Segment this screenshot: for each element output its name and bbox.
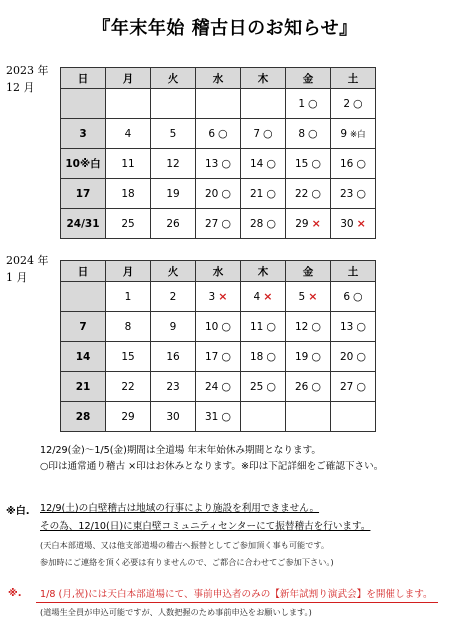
day-cell xyxy=(196,209,241,239)
day-cell xyxy=(241,209,286,239)
practice-mark: ○ xyxy=(311,320,321,333)
shiro-note-line1: 12/9(土)の白壁稽古は地域の行事により施設を利用できません。 xyxy=(40,503,320,514)
day-number: 25 xyxy=(250,381,264,393)
day-number: 6 xyxy=(343,291,351,303)
day-cell xyxy=(241,149,286,179)
day-cell xyxy=(196,119,241,149)
practice-mark: ○ xyxy=(356,350,366,363)
day-cell xyxy=(151,149,196,179)
week-row xyxy=(61,402,376,432)
day-number: 21 xyxy=(250,188,264,200)
shiro-note-line2: その為、12/10(日)に東白壁コミュニティセンターにて振替稽古を行います。 xyxy=(40,521,371,532)
weekday-header: 金 xyxy=(286,68,331,89)
calendar-1-month: 12 月 xyxy=(6,81,35,94)
event-note-line1: 1/8 (月,祝)には天白本部道場にて、事前申込者のみの【新年試割り演武会】を開催します。 xyxy=(40,589,433,600)
weekday-header-row xyxy=(61,261,376,282)
practice-mark: ○ xyxy=(311,187,321,200)
day-number: 7 xyxy=(253,128,261,140)
day-number: 17 xyxy=(205,351,219,363)
day-number: 29 xyxy=(121,410,135,423)
calendar-1-label xyxy=(6,62,49,96)
day-number: 1 xyxy=(298,98,306,110)
weekday-header: 月 xyxy=(106,68,151,89)
day-number: 19 xyxy=(295,351,309,363)
day-cell xyxy=(286,402,331,432)
day-cell xyxy=(151,179,196,209)
day-cell xyxy=(331,312,376,342)
event-note-line2: (道場生全員が申込可能ですが、人数把握のため事前申込をお願いします。) xyxy=(40,607,312,617)
day-cell xyxy=(196,282,241,312)
weekday-header: 日 xyxy=(61,261,106,282)
no-practice-mark: × xyxy=(308,290,318,303)
calendar-2-year: 2024 年 xyxy=(6,254,49,267)
shiro-note-line3: (天白本部道場、又は他支部道場の稽古へ振替としてご参加頂く事も可能です。 xyxy=(40,540,330,550)
weekday-header: 日 xyxy=(61,68,106,89)
week-row xyxy=(61,209,376,239)
day-cell xyxy=(61,372,106,402)
week-row xyxy=(61,89,376,119)
day-cell xyxy=(286,89,331,119)
day-number: 1 xyxy=(124,290,132,303)
day-number: 5 xyxy=(298,291,306,303)
day-cell xyxy=(241,282,286,312)
notice-legend: ○印は通常通り稽古 ×印はお休みとなります。※印は下記詳細をご確認下さい。 xyxy=(40,461,384,472)
day-number: 16 xyxy=(166,350,180,363)
day-cell xyxy=(241,372,286,402)
calendar-january-2024 xyxy=(60,260,376,432)
day-cell xyxy=(331,179,376,209)
day-cell xyxy=(196,149,241,179)
day-number: 10※白 xyxy=(65,158,101,170)
calendar-2-month: 1 月 xyxy=(6,271,28,284)
weekday-header: 火 xyxy=(151,68,196,89)
day-number: 10 xyxy=(205,321,219,333)
day-cell xyxy=(106,372,151,402)
day-number: 9 xyxy=(340,127,348,140)
day-number: 15 xyxy=(295,158,309,170)
week-row xyxy=(61,342,376,372)
day-number: 8 xyxy=(298,128,306,140)
practice-mark: ○ xyxy=(266,320,276,333)
day-number: 22 xyxy=(121,380,135,393)
practice-mark: ○ xyxy=(353,97,363,110)
day-cell xyxy=(61,119,106,149)
practice-mark: ○ xyxy=(266,380,276,393)
note-mark: ※白 xyxy=(350,129,366,140)
practice-mark: ○ xyxy=(221,350,231,363)
day-cell xyxy=(151,282,196,312)
day-number: 30 xyxy=(166,410,180,423)
day-number: 13 xyxy=(205,158,219,170)
day-number: 21 xyxy=(75,380,91,393)
weekday-header: 水 xyxy=(196,68,241,89)
day-cell xyxy=(61,149,106,179)
practice-mark: ○ xyxy=(308,97,318,110)
day-cell xyxy=(106,342,151,372)
day-cell xyxy=(241,312,286,342)
day-cell xyxy=(151,342,196,372)
day-cell xyxy=(241,119,286,149)
day-cell xyxy=(106,119,151,149)
week-row xyxy=(61,372,376,402)
day-number: 7 xyxy=(79,320,87,333)
day-number: 2 xyxy=(169,290,177,303)
day-number: 28 xyxy=(75,410,91,423)
day-number: 23 xyxy=(340,188,354,200)
day-number: 9 xyxy=(169,320,177,333)
day-cell xyxy=(106,149,151,179)
day-cell xyxy=(286,209,331,239)
day-cell xyxy=(331,282,376,312)
week-row xyxy=(61,149,376,179)
day-number: 11 xyxy=(250,321,264,333)
practice-mark: ○ xyxy=(311,157,321,170)
weekday-header: 火 xyxy=(151,261,196,282)
weekday-header: 金 xyxy=(286,261,331,282)
day-cell xyxy=(196,372,241,402)
day-cell xyxy=(241,89,286,119)
day-number: 12 xyxy=(166,157,180,170)
day-number: 4 xyxy=(253,291,261,303)
day-number: 26 xyxy=(166,217,180,230)
notice-holiday-period: 12/29(金)～1/5(金)期間は全道場 年末年始休み期間となります。 xyxy=(40,445,321,456)
calendar-2-label xyxy=(6,252,49,286)
day-cell xyxy=(151,312,196,342)
no-practice-mark: × xyxy=(311,217,321,230)
day-number: 17 xyxy=(75,187,91,200)
day-number: 8 xyxy=(124,320,132,333)
practice-mark: ○ xyxy=(356,320,366,333)
day-cell xyxy=(196,312,241,342)
day-number: 20 xyxy=(205,188,219,200)
week-row xyxy=(61,179,376,209)
day-number: 24/31 xyxy=(66,217,100,230)
shiro-note-mark: ※白. xyxy=(6,506,30,517)
day-cell xyxy=(61,282,106,312)
day-cell xyxy=(61,209,106,239)
day-cell xyxy=(106,89,151,119)
day-number: 3 xyxy=(79,127,87,140)
no-practice-mark: × xyxy=(263,290,273,303)
day-cell xyxy=(286,342,331,372)
practice-mark: ○ xyxy=(266,217,276,230)
day-cell xyxy=(151,209,196,239)
day-cell xyxy=(196,342,241,372)
practice-mark: ○ xyxy=(356,380,366,393)
day-cell xyxy=(286,149,331,179)
day-number: 25 xyxy=(121,217,135,230)
day-number: 16 xyxy=(340,158,354,170)
day-number: 3 xyxy=(208,291,216,303)
day-number: 31 xyxy=(205,411,219,423)
week-row xyxy=(61,119,376,149)
day-number: 20 xyxy=(340,351,354,363)
day-number: 5 xyxy=(169,127,177,140)
day-number: 28 xyxy=(250,218,264,230)
day-number: 19 xyxy=(166,187,180,200)
day-number: 29 xyxy=(295,218,309,230)
day-cell xyxy=(331,342,376,372)
day-number: 14 xyxy=(75,350,91,363)
event-underline xyxy=(36,602,438,603)
weekday-header: 木 xyxy=(241,261,286,282)
practice-mark: ○ xyxy=(266,187,276,200)
weekday-header: 月 xyxy=(106,261,151,282)
day-cell xyxy=(106,312,151,342)
practice-mark: ○ xyxy=(308,127,318,140)
practice-mark: ○ xyxy=(311,350,321,363)
day-cell xyxy=(286,312,331,342)
day-number: 30 xyxy=(340,218,354,230)
day-number: 14 xyxy=(250,158,264,170)
day-cell xyxy=(331,119,376,149)
day-number: 6 xyxy=(208,128,216,140)
day-cell xyxy=(331,89,376,119)
day-number: 15 xyxy=(121,350,135,363)
weekday-header: 土 xyxy=(331,68,376,89)
day-number: 2 xyxy=(343,98,351,110)
day-cell xyxy=(196,89,241,119)
day-number: 13 xyxy=(340,321,354,333)
day-cell xyxy=(106,179,151,209)
practice-mark: ○ xyxy=(353,290,363,303)
week-row xyxy=(61,312,376,342)
day-cell xyxy=(196,402,241,432)
day-number: 23 xyxy=(166,380,180,393)
day-cell xyxy=(151,372,196,402)
day-cell xyxy=(151,402,196,432)
day-number: 24 xyxy=(205,381,219,393)
day-number: 12 xyxy=(295,321,309,333)
day-cell xyxy=(106,209,151,239)
day-cell xyxy=(151,89,196,119)
practice-mark: ○ xyxy=(218,127,228,140)
day-number: 22 xyxy=(295,188,309,200)
day-number: 18 xyxy=(250,351,264,363)
week-row xyxy=(61,282,376,312)
practice-mark: ○ xyxy=(221,217,231,230)
day-number: 26 xyxy=(295,381,309,393)
no-practice-mark: × xyxy=(218,290,228,303)
practice-mark: ○ xyxy=(221,320,231,333)
day-cell xyxy=(286,179,331,209)
weekday-header: 木 xyxy=(241,68,286,89)
day-cell xyxy=(331,372,376,402)
day-cell xyxy=(331,149,376,179)
practice-mark: ○ xyxy=(221,380,231,393)
day-cell xyxy=(61,312,106,342)
practice-mark: ○ xyxy=(356,187,366,200)
day-cell xyxy=(286,282,331,312)
practice-mark: ○ xyxy=(263,127,273,140)
day-number: 11 xyxy=(121,157,135,170)
day-cell xyxy=(151,119,196,149)
day-cell xyxy=(331,209,376,239)
weekday-header: 水 xyxy=(196,261,241,282)
practice-mark: ○ xyxy=(266,157,276,170)
practice-mark: ○ xyxy=(221,187,231,200)
practice-mark: ○ xyxy=(266,350,276,363)
event-note-mark: ※. xyxy=(8,588,22,599)
day-cell xyxy=(241,179,286,209)
day-cell xyxy=(241,402,286,432)
day-cell xyxy=(61,402,106,432)
day-number: 4 xyxy=(124,127,132,140)
day-cell xyxy=(61,89,106,119)
day-cell xyxy=(241,342,286,372)
shiro-note-line4: 参加時にご連絡を頂く必要は有りませんので、ご都合に合わせてご参加下さい。) xyxy=(40,557,334,567)
page-title: 『年末年始 稽古日のお知らせ』 xyxy=(92,18,358,39)
day-number: 18 xyxy=(121,187,135,200)
day-cell xyxy=(106,282,151,312)
weekday-header-row xyxy=(61,68,376,89)
day-cell xyxy=(61,342,106,372)
day-cell xyxy=(196,179,241,209)
day-cell xyxy=(286,372,331,402)
calendar-1-year: 2023 年 xyxy=(6,64,49,77)
practice-mark: ○ xyxy=(221,410,231,423)
day-cell xyxy=(61,179,106,209)
day-number: 27 xyxy=(205,218,219,230)
calendar-december-2023 xyxy=(60,67,376,239)
day-number: 27 xyxy=(340,381,354,393)
day-cell xyxy=(331,402,376,432)
practice-mark: ○ xyxy=(356,157,366,170)
day-cell xyxy=(286,119,331,149)
weekday-header: 土 xyxy=(331,261,376,282)
no-practice-mark: × xyxy=(356,217,366,230)
day-cell xyxy=(106,402,151,432)
practice-mark: ○ xyxy=(221,157,231,170)
practice-mark: ○ xyxy=(311,380,321,393)
